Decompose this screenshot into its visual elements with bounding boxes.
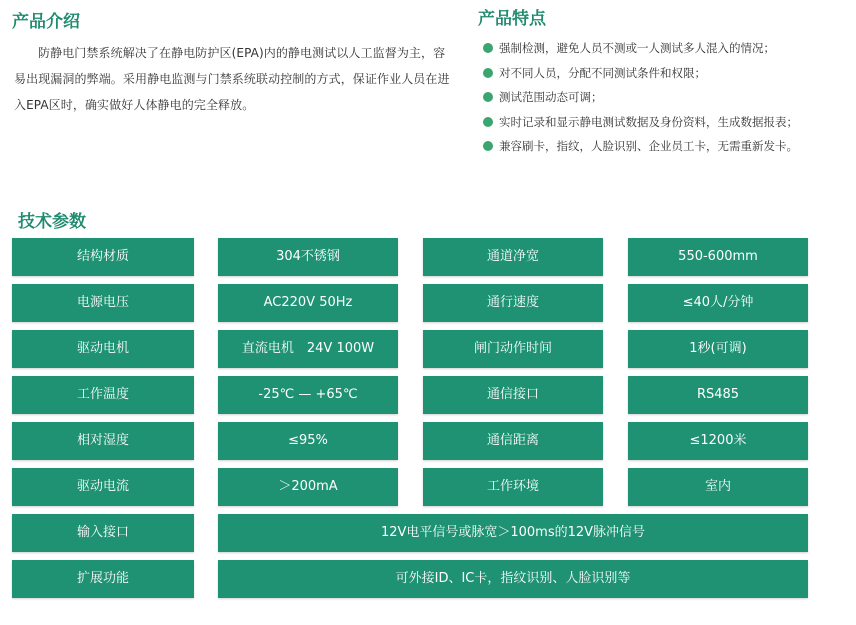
spec-value: 550-600mm — [628, 238, 808, 276]
spec-value: RS485 — [628, 376, 808, 414]
spec-label: 闸门动作时间 — [423, 330, 603, 368]
spec-label: 驱动电机 — [12, 330, 194, 368]
spec-label: 通道净宽 — [423, 238, 603, 276]
spec-label: 工作环境 — [423, 468, 603, 506]
specs-title: 技术参数 — [18, 212, 86, 232]
spec-label: 结构材质 — [12, 238, 194, 276]
intro-text: 防静电门禁系统解决了在静电防护区(EPA)内的静电测试以人工监督为主，容易出现漏洞的弊端。采用静电监测与门禁系统联动控制的方式，保证作业人员在进入EPA区时，确实做好人体静电的完全释放。 — [14, 46, 450, 112]
bullet-icon — [483, 43, 493, 53]
feature-text: 兼容刷卡，指纹，人脸识别、企业员工卡，无需重新发卡。 — [499, 139, 798, 153]
spec-label: 驱动电流 — [12, 468, 194, 506]
intro-title: 产品介绍 — [12, 12, 80, 32]
spec-label: 扩展功能 — [12, 560, 194, 598]
spec-value: -25℃ — +65℃ — [218, 376, 398, 414]
feature-text: 对不同人员，分配不同测试条件和权限； — [499, 65, 706, 80]
spec-label: 通行速度 — [423, 284, 603, 322]
feature-item — [483, 61, 855, 86]
spec-value: ≤1200米 — [628, 422, 808, 460]
spec-value: ≤40人/分钟 — [628, 284, 808, 322]
feature-text: 实时记录和显示静电测试数据及身份资料，生成数据报表； — [499, 114, 798, 129]
spec-label: 工作温度 — [12, 376, 194, 414]
feature-text: 强制检测，避免人员不测或一人测试多人混入的情况； — [499, 41, 775, 55]
spec-value: 直流电机 24V 100W — [218, 330, 398, 368]
spec-label: 输入接口 — [12, 514, 194, 552]
features-list — [483, 36, 855, 159]
spec-value: ＞200mA — [218, 468, 398, 506]
bullet-icon — [483, 117, 493, 127]
spec-label: 通信接口 — [423, 376, 603, 414]
spec-value: 304不锈钢 — [218, 238, 398, 276]
spec-label: 电源电压 — [12, 284, 194, 322]
feature-item — [483, 36, 855, 61]
bullet-icon — [483, 68, 493, 78]
feature-item — [483, 85, 855, 110]
spec-label: 通信距离 — [423, 422, 603, 460]
spec-value: 1秒(可调) — [628, 330, 808, 368]
spec-value: 室内 — [628, 468, 808, 506]
spec-label: 相对湿度 — [12, 422, 194, 460]
bullet-icon — [483, 92, 493, 102]
spec-value: 可外接ID、IC卡，指纹识别、人脸识别等 — [218, 560, 808, 598]
spec-value: ≤95% — [218, 422, 398, 460]
feature-item — [483, 134, 855, 159]
spec-value: AC220V 50Hz — [218, 284, 398, 322]
feature-text: 测试范围动态可调； — [499, 90, 603, 104]
features-title: 产品特点 — [478, 9, 546, 29]
spec-value: 12V电平信号或脉宽＞100ms的12V脉冲信号 — [218, 514, 808, 552]
feature-item — [483, 110, 855, 135]
bullet-icon — [483, 141, 493, 151]
